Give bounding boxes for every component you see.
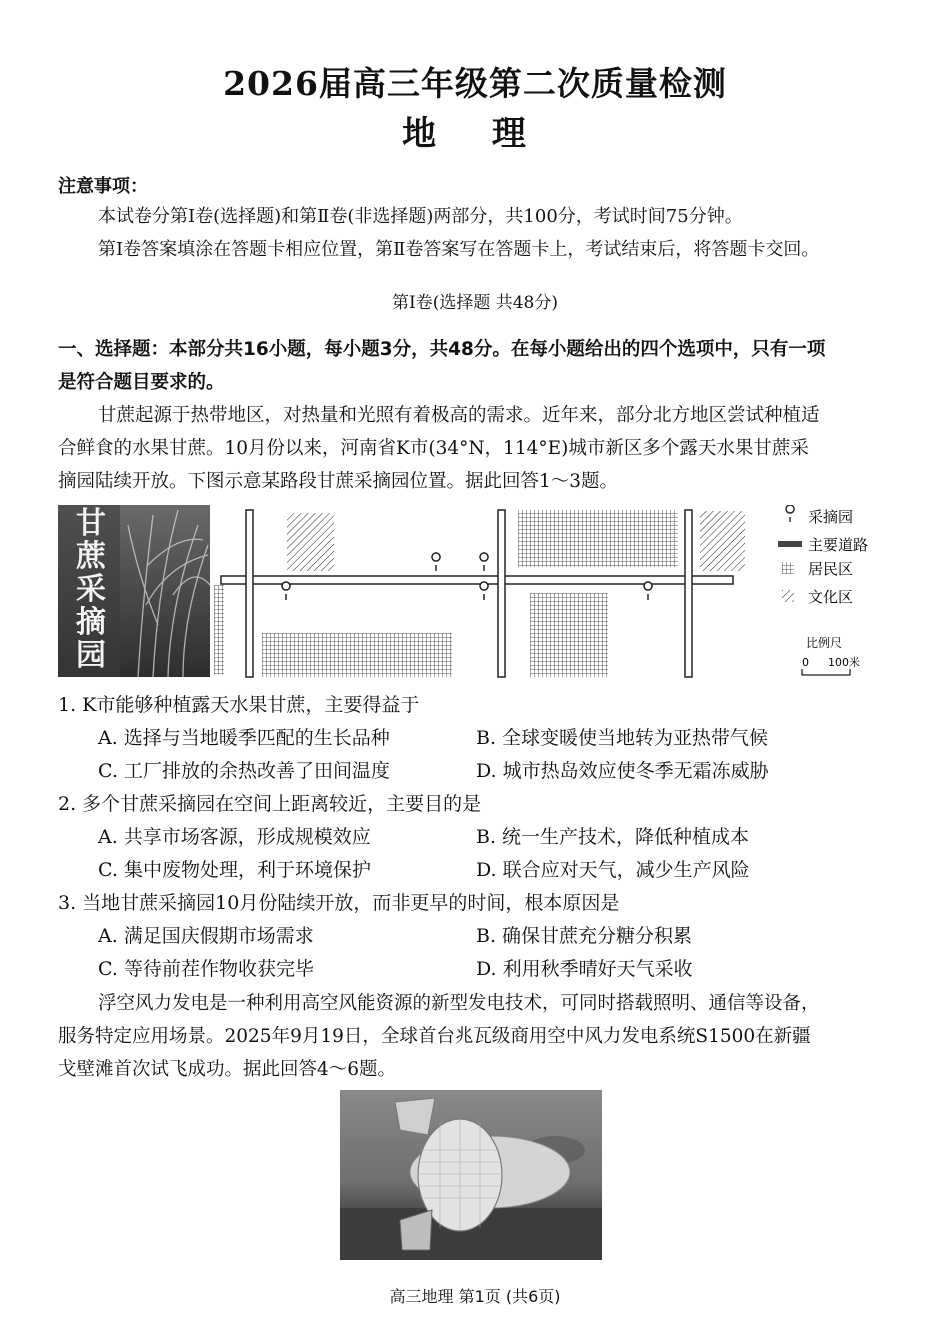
road-legend-icon: [778, 541, 802, 547]
orchard-marker: [480, 553, 488, 571]
culture-legend-icon: [782, 590, 794, 602]
passage2-line-2: 服务特定应用场景。2025年9月19日，全球首台兆瓦级商用空中风力发电系统S1500在新疆: [58, 1026, 811, 1047]
question-1-option-b: B. 全球变暖使当地转为亚热带气候: [476, 727, 769, 749]
airborne-wind-turbine-photo: [340, 1090, 602, 1260]
section-instruction-2: 是符合题目要求的。: [58, 372, 225, 393]
photo-char-5: 园: [76, 638, 106, 673]
legend-road: 主要道路: [808, 536, 869, 554]
orchard-marker: [644, 582, 652, 600]
photo-char-1: 甘: [76, 506, 106, 541]
residential-area: [518, 510, 678, 567]
section-title: 第Ⅰ卷(选择题 共48分): [391, 293, 558, 313]
orchard-marker: [480, 582, 488, 600]
main-road: [685, 510, 692, 677]
question-1-stem: 1. K市能够种植露天水果甘蔗，主要得益于: [58, 694, 420, 716]
question-2-option-d: D. 联合应对天气，减少生产风险: [476, 859, 750, 881]
legend-orchard: 采摘园: [808, 508, 854, 526]
main-road: [221, 576, 733, 584]
exam-title: 2026届高三年级第二次质量检测: [223, 64, 727, 103]
question-3-option-c: C. 等待前茬作物收获完毕: [98, 958, 314, 980]
question-3-option-d: D. 利用秋季晴好天气采收: [476, 958, 693, 980]
question-3-option-b: B. 确保甘蔗充分糖分积累: [476, 925, 693, 947]
question-2-option-a: A. 共享市场客源，形成规模效应: [98, 826, 371, 848]
notice-line-1: 本试卷分第Ⅰ卷(选择题)和第Ⅱ卷(非选择题)两部分，共100分，考试时间75分钟。: [98, 206, 743, 227]
photo-char-4: 摘: [76, 605, 106, 640]
main-road: [246, 510, 253, 677]
blimp-graphic: [340, 1090, 602, 1260]
photo-char-3: 采: [76, 572, 106, 607]
notice-heading: 注意事项：: [58, 176, 148, 197]
question-1-option-d: D. 城市热岛效应使冬季无霜冻威胁: [476, 760, 769, 782]
scale-zero: 0: [802, 656, 809, 669]
passage1-line-3: 摘园陆续开放。下图示意某路段甘蔗采摘园位置。据此回答1～3题。: [58, 471, 619, 492]
sugarcane-photo: [58, 505, 210, 677]
orchard-marker: [282, 582, 290, 600]
residential-area: [262, 633, 452, 677]
question-1-option-c: C. 工厂排放的余热改善了田间温度: [98, 760, 390, 782]
scale-title: 比例尺: [806, 636, 843, 650]
question-1-option-a: A. 选择与当地暖季匹配的生长品种: [98, 727, 390, 749]
residential-area: [214, 585, 224, 675]
question-2-option-b: B. 统一生产技术，降低种植成本: [476, 826, 750, 848]
legend-residential: 居民区: [808, 560, 854, 578]
culture-area: [700, 511, 745, 571]
passage2-line-1: 浮空风力发电是一种利用高空风能资源的新型发电技术，可同时搭载照明、通信等设备，: [98, 993, 820, 1014]
page-footer: 高三地理 第1页 (共6页): [389, 1287, 561, 1306]
passage1-line-2: 合鲜食的水果甘蔗。10月份以来，河南省K市(34°N，114°E)城市新区多个露天水果甘蔗采: [58, 438, 809, 459]
map-legend: [778, 505, 868, 675]
question-2-stem: 2. 多个甘蔗采摘园在空间上距离较近，主要目的是: [58, 793, 482, 815]
scale-value: 100米: [828, 656, 860, 669]
residential-legend-icon: [782, 562, 794, 574]
question-3-option-a: A. 满足国庆假期市场需求: [98, 925, 314, 947]
main-road: [498, 510, 505, 677]
question-3-stem: 3. 当地甘蔗采摘园10月份陆续开放，而非更早的时间，根本原因是: [58, 892, 620, 914]
passage1-line-1: 甘蔗起源于热带地区，对热量和光照有着极高的需求。近年来，部分北方地区尝试种植适: [98, 405, 820, 426]
section-instruction-1: 一、选择题：本部分共16小题，每小题3分，共48分。在每小题给出的四个选项中，只有一项: [58, 339, 826, 360]
orchard-legend-icon: [786, 505, 794, 522]
notice-line-2: 第Ⅰ卷答案填涂在答题卡相应位置，第Ⅱ卷答案写在答题卡上，考试结束后，将答题卡交回。: [98, 239, 820, 260]
orchard-location-map: [210, 505, 890, 680]
passage2-line-3: 戈壁滩首次试飞成功。据此回答4～6题。: [58, 1059, 397, 1080]
culture-area: [287, 513, 334, 571]
question-2-option-c: C. 集中废物处理，利于环境保护: [98, 859, 371, 881]
scale-bar: [802, 669, 850, 675]
orchard-marker: [432, 553, 440, 571]
residential-area: [530, 593, 608, 677]
subject-title: 地 理: [402, 114, 548, 154]
photo-char-2: 蔗: [76, 539, 106, 574]
legend-culture: 文化区: [808, 588, 854, 606]
